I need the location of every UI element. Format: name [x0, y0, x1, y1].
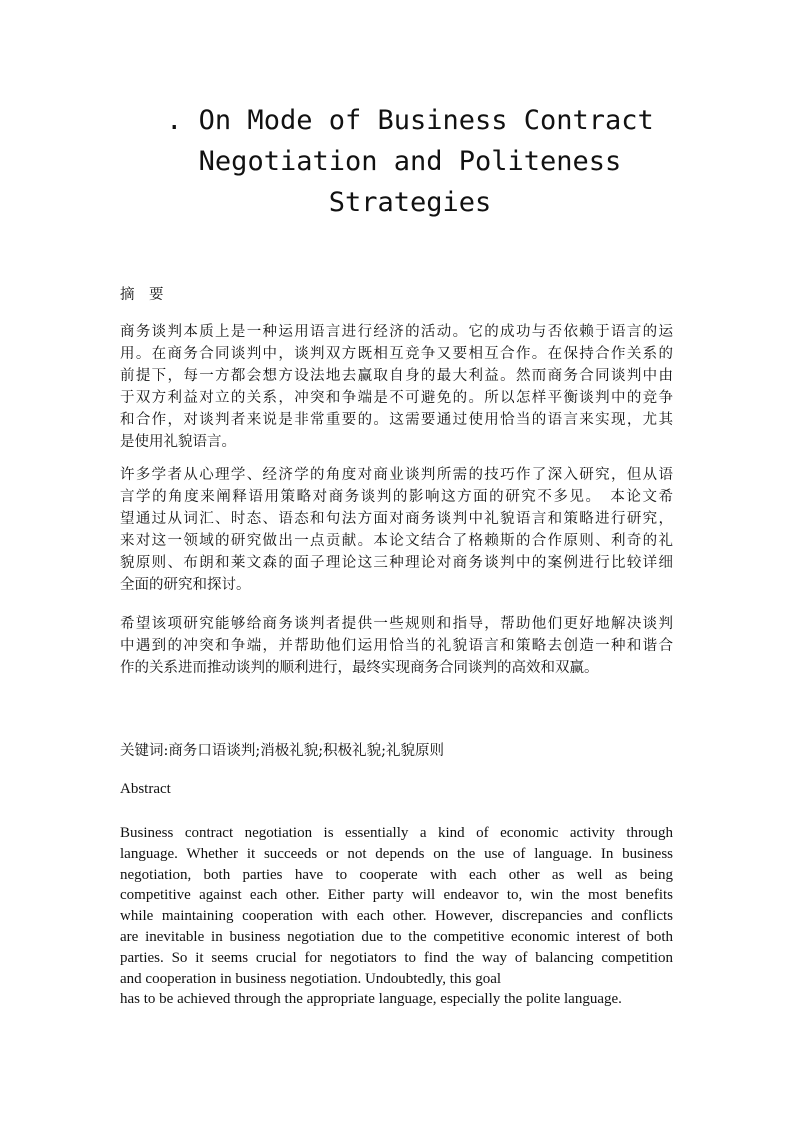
- chinese-keywords: 关键词:商务口语谈判;消极礼貌;积极礼貌;礼貌原则: [120, 743, 445, 759]
- chinese-abstract-paragraph-2: [120, 464, 673, 596]
- text-line: 商务谈判本质上是一种运用语言进行经济的活动。它的成功与否依赖于语言的运: [120, 324, 673, 340]
- text-line: 中遇到的冲突和争端，并帮助他们运用恰当的礼貌语言和策略去创造一种和谐合: [120, 638, 673, 654]
- text-line: 言学的角度来阐释语用策略对商务谈判的影响这方面的研究不多见。 本论文希: [120, 489, 673, 505]
- title-line: . On Mode of Business Contract: [166, 105, 654, 136]
- text-line: language. Whether it succeeds or not depends on the use of language. In business: [120, 845, 673, 862]
- chinese-abstract-heading: 摘 要: [120, 287, 164, 303]
- text-line: 许多学者从心理学、经济学的角度对商业谈判所需的技巧作了深入研究，但从语: [120, 467, 673, 483]
- english-abstract-paragraph: [120, 823, 673, 1010]
- text-line: competitive against each other. Either party will endeavor to, win the most benefits: [120, 887, 673, 904]
- text-line: 和合作，对谈判者来说是非常重要的。这需要通过使用恰当的语言来实现，尤其: [120, 412, 673, 428]
- text-line: 前提下，每一方都会想方设法地去赢取自身的最大利益。然而商务合同谈判中由: [120, 368, 673, 384]
- english-abstract-heading: Abstract: [120, 781, 171, 797]
- text-line: 作的关系进而推动谈判的顺利进行，最终实现商务合同谈判的高效和双赢。: [120, 660, 599, 676]
- text-line: negotiation, both parties have to cooperate with each other as well as being: [120, 866, 673, 883]
- text-line: 望通过从词汇、时态、语态和句法方面对商务谈判中礼貌语言和策略进行研究，: [120, 511, 673, 527]
- text-line: and cooperation in business negotiation. Undoubtedly, this goal: [120, 970, 502, 987]
- text-line: are inevitable in business negotiation due to the competitive economic interest of both: [120, 928, 673, 945]
- title-line: Negotiation and Politeness: [198, 146, 622, 177]
- text-line: parties. So it seems crucial for negotiators to find the way of balancing competition: [120, 949, 673, 966]
- title-line: Strategies: [328, 187, 492, 218]
- text-line: 来对这一领域的研究做出一点贡献。本论文结合了格赖斯的合作原则、利奇的礼: [120, 533, 673, 549]
- chinese-abstract-paragraph-1: [120, 321, 673, 453]
- text-line: while maintaining cooperation with each other. However, discrepancies and conflicts: [120, 908, 673, 925]
- text-line: 于双方利益对立的关系，冲突和争端是不可避免的。所以怎样平衡谈判中的竞争: [120, 390, 673, 406]
- text-line: 希望该项研究能够给商务谈判者提供一些规则和指导，帮助他们更好地解决谈判: [120, 616, 673, 632]
- text-line: 用。在商务合同谈判中，谈判双方既相互竞争又要相互合作。在保持合作关系的: [120, 346, 673, 362]
- text-line: 是使用礼貌语言。: [120, 434, 236, 450]
- chinese-abstract-paragraph-3: [120, 613, 673, 679]
- text-line: 全面的研究和探讨。: [120, 577, 251, 593]
- text-line: 貌原则、布朗和莱文森的面子理论这三种理论对商务谈判中的案例进行比较详细: [120, 555, 673, 571]
- text-line: has to be achieved through the appropriate language, especially the polite language.: [120, 991, 622, 1008]
- text-line: Business contract negotiation is essentially a kind of economic activity through: [120, 825, 673, 841]
- paper-title: [150, 100, 670, 223]
